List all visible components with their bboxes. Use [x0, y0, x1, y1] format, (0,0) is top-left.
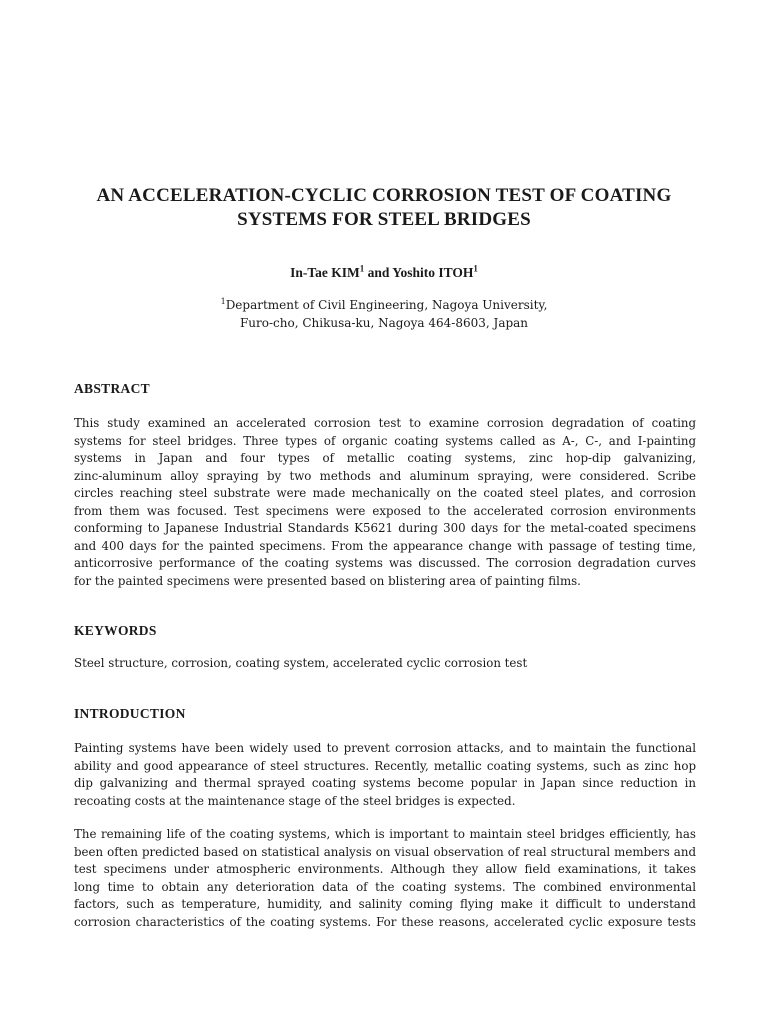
title-line: AN ACCELERATION-CYCLIC CORROSION TEST OF COATING — [96, 185, 672, 206]
keywords-heading: KEYWORDS — [74, 623, 157, 638]
author-affiliation-mark: 1 — [359, 263, 365, 274]
title-line: SYSTEMS FOR STEEL BRIDGES — [237, 209, 531, 230]
author-name: Yoshito ITOH — [392, 265, 474, 280]
text-line: test specimens under atmospheric environments. Although they allow field examinations, it takes — [74, 862, 696, 876]
affiliation-line: $^1$Department of Civil Engineering, Nagoya University, — [220, 297, 548, 312]
abstract-body — [74, 415, 696, 590]
text-line: anticorrosive performance of the coating systems was discussed. The corrosion degradation curves — [74, 556, 696, 570]
introduction-heading: INTRODUCTION — [74, 706, 186, 721]
text-line: dip galvanizing and thermal sprayed coating systems become popular in Japan since reduction in — [74, 776, 696, 790]
keywords-body — [74, 655, 696, 673]
affiliation — [60, 296, 708, 332]
introduction-paragraph-2 — [74, 826, 696, 931]
text-line: systems for steel bridges. Three types of organic coating systems called as A-, C-, and I-painting — [74, 433, 696, 448]
text-line: Steel structure, corrosion, coating system, accelerated cyclic corrosion test — [74, 656, 528, 670]
text-line: This study examined an accelerated corrosion test to examine corrosion degradation of coating — [74, 416, 696, 430]
affiliation-mark: 1 — [220, 297, 226, 306]
text-line: been often predicted based on statistical analysis on visual observation of real structural members and — [74, 844, 696, 859]
paper-title — [60, 184, 708, 232]
text-line: corrosion characteristics of the coating systems. For these reasons, accelerated cyclic exposure tests — [74, 914, 696, 929]
introduction-paragraph-1 — [74, 740, 696, 810]
text-line: The remaining life of the coating systems, which is important to maintain steel bridges efficiently, has — [74, 827, 696, 841]
affiliation-line: Furo-cho, Chikusa-ku, Nagoya 464-8603, Japan — [239, 316, 529, 330]
text-line: long time to obtain any deterioration data of the coating systems. The combined environmental — [74, 879, 696, 894]
author-affiliation-mark: 1 — [473, 263, 478, 274]
text-line: factors, such as temperature, humidity, and salinity coming flying make it difficult to understand — [74, 897, 696, 911]
author-list — [60, 264, 708, 282]
text-line: Painting systems have been widely used to prevent corrosion attacks, and to maintain the functional — [74, 741, 696, 755]
text-line: zinc-aluminum alloy spraying by two methods and aluminum spraying, were considered. Scribe — [74, 468, 696, 483]
author-connector: and — [364, 265, 393, 280]
text-line: circles reaching steel substrate were made mechanically on the coated steel plates, and corrosion — [74, 486, 696, 500]
text-line: recoating costs at the maintenance stage of the steel bridges is expected. — [74, 793, 516, 808]
author-name: In-Tae KIM — [290, 265, 360, 280]
text-line: and 400 days for the painted specimens. From the appearance change with passage of testing time, — [74, 538, 696, 553]
text-line: ability and good appearance of steel structures. Recently, metallic coating systems, such as zinc hop — [74, 758, 696, 773]
abstract-heading: ABSTRACT — [74, 381, 150, 396]
text-line: from them was focused. Test specimens were exposed to the accelerated corrosion environments — [74, 503, 696, 518]
text-line: systems in Japan and four types of metallic coating systems, zinc hop-dip galvanizing, — [74, 451, 696, 465]
text-line: for the painted specimens were presented based on blistering area of painting films. — [74, 573, 581, 588]
text-line: conforming to Japanese Industrial Standards K5621 during 300 days for the metal-coated specimens — [74, 521, 696, 535]
